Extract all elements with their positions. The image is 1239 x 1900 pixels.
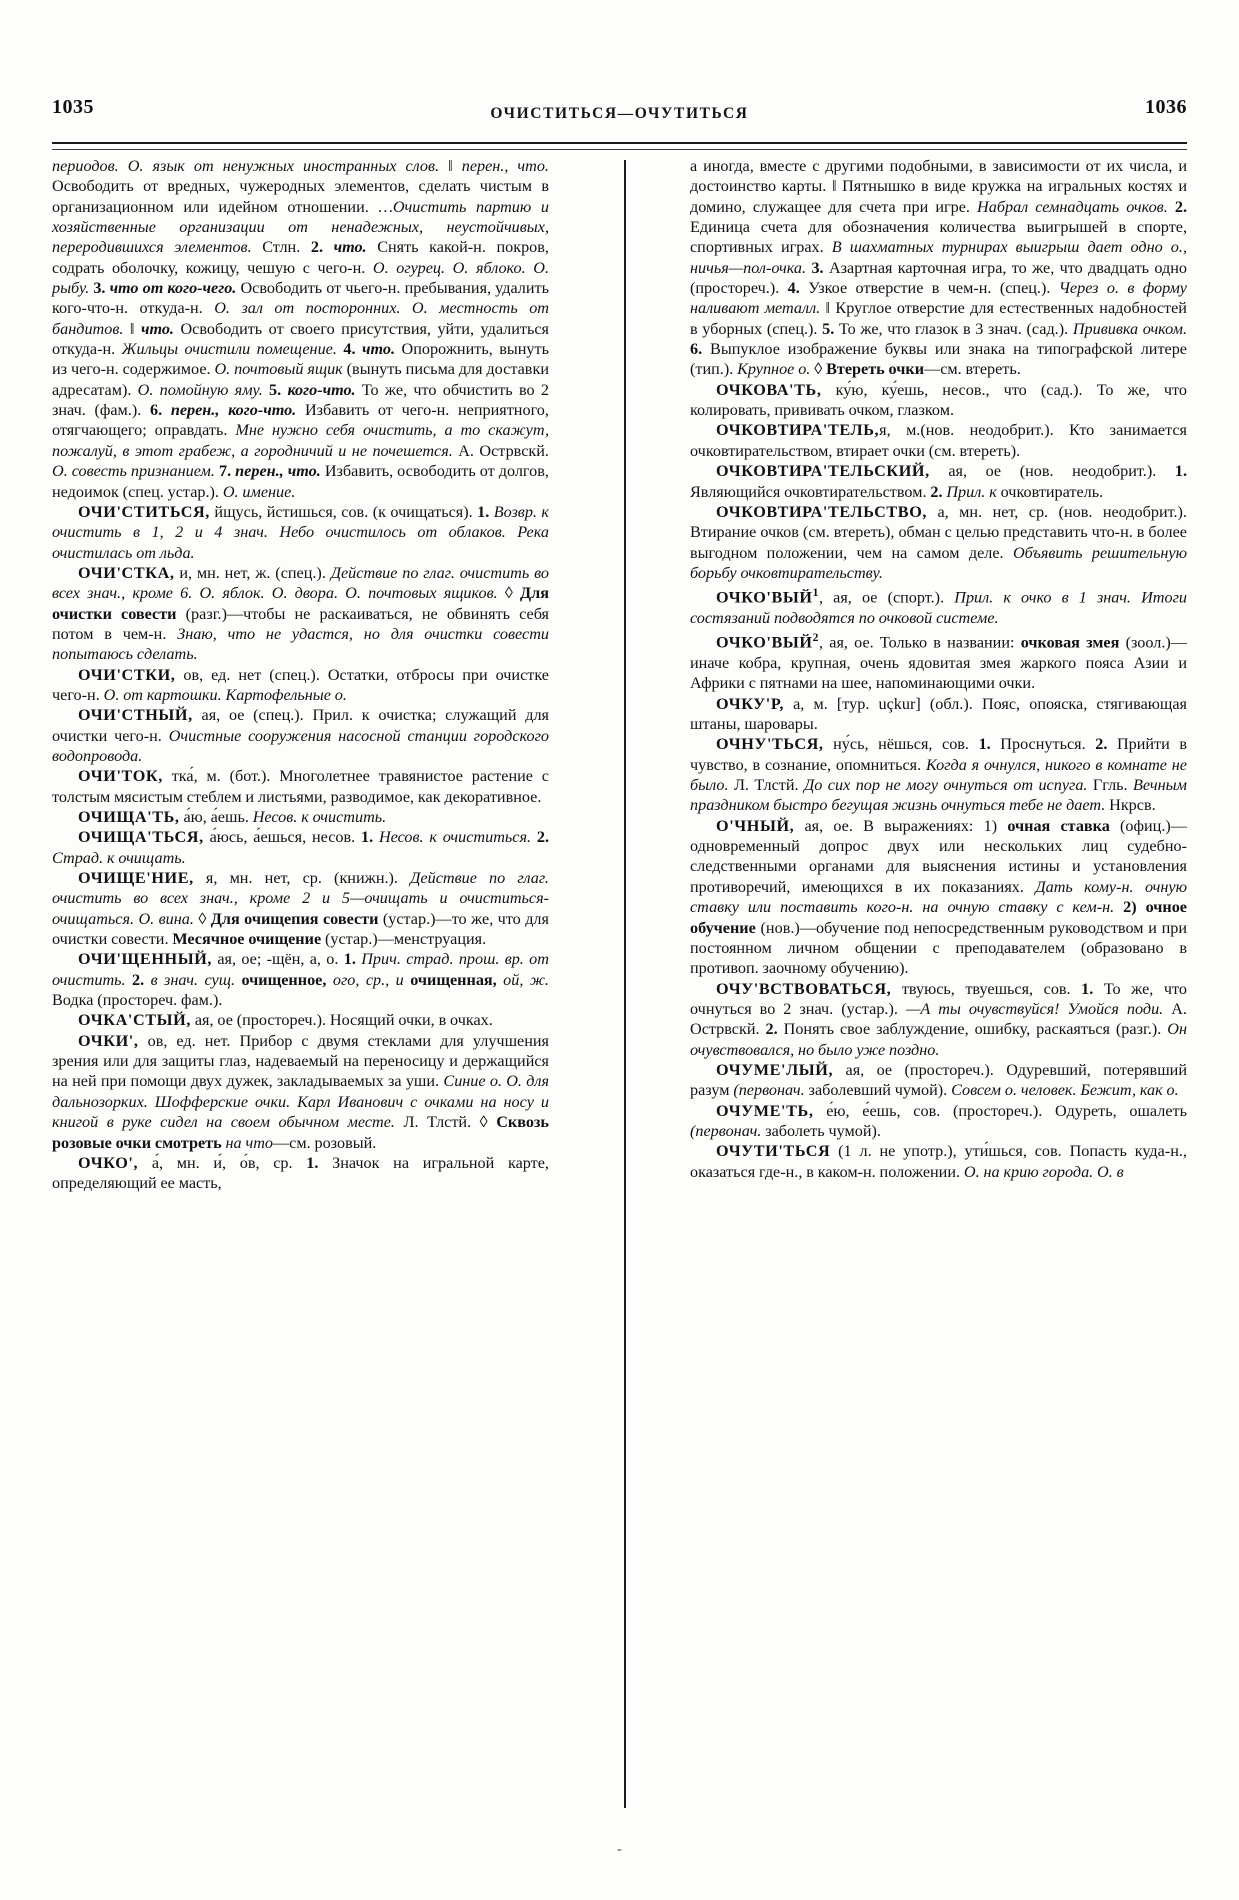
entry-grammar: ая, ое (простореч.).: [194, 1011, 327, 1030]
dictionary-entry: [52, 1031, 549, 1153]
sense-def: Несов. к очиститься.: [378, 828, 532, 847]
idiom-phrase-2: Месячное очищение: [172, 930, 322, 949]
entry-definition: Многолетнее травянистое растение с толстым мясистым стеблем и листьями, разводимое, как декоративное.: [52, 767, 549, 806]
headword: ОЧИ'СТНЫЙ,: [78, 706, 193, 725]
dictionary-entry: [690, 1101, 1187, 1142]
sense-def-5: То же, что глазок в 3 знач. (сад.).: [838, 319, 1069, 338]
cont-text-1: а иногда, вместе с другими подобными, в зависимости от их числа, и достоинство карты.: [690, 157, 1187, 196]
right-column: [690, 156, 1187, 1816]
headword: ОЧИЩА'ТЬ,: [78, 808, 180, 826]
sense-def-3: Азартная карточная игра, то же, что двадцать одно (простореч.).: [690, 258, 1187, 298]
sense-gram-5: кого-что.: [287, 380, 356, 399]
sense-ex-7: О. имение.: [222, 482, 296, 501]
headword: ОЧИ'СТКА,: [78, 563, 175, 582]
sense-number-3: 3.: [93, 279, 106, 298]
sense-number-6: 6.: [690, 340, 703, 359]
entry-example: О. яблок. О. двора. О. почтовых ящиков.: [199, 584, 498, 603]
sense-def-3b: Освободить от своего присутствия, уйти, удалиться откуда-н.: [52, 319, 549, 359]
sense-def-4: Узкое отверстие в чем-н. (спец.).: [808, 279, 1051, 298]
entry-definition: То же, что колировать, прививать очком, глазком.: [690, 380, 1187, 420]
entry-definition: Втирание очков (см. втереть), обман с целью представить что-н. в более выгодном положении, чем на самом деле.: [690, 523, 1187, 562]
sense-number: 2.: [1095, 735, 1108, 754]
dictionary-entry: [52, 563, 549, 665]
dictionary-entry: [690, 628, 1187, 693]
cont-text-2: Пятнышко в виде кружка на игральных костях и домино, служащее для счета при игре.: [690, 177, 1187, 216]
sense-example: Когда я очнулся, никого в комнате не было.: [690, 755, 1187, 795]
sense-number-2: 2.: [1174, 197, 1187, 216]
column-divider: [624, 160, 626, 1808]
dictionary-entry: [690, 694, 1187, 735]
headword: ОЧНУ'ТЬСЯ,: [716, 735, 824, 754]
entry-grammar: е́ю, е́ешь, сов. (простореч.).: [826, 1101, 1043, 1120]
sense-number-7: 7.: [218, 462, 232, 481]
entry-continuation: [52, 156, 549, 502]
sense-gram: в знач. сущ.: [150, 970, 236, 989]
idiom-phrase: Для очистки совести: [52, 584, 549, 623]
sense-example: —А ты очувствуйся! Умойся поди.: [905, 999, 1164, 1018]
cont-example-1: Набрал семнадцать очков.: [977, 197, 1168, 216]
entry-definition-cont: заболеть чумой).: [765, 1121, 881, 1140]
dictionary-entry: [690, 979, 1187, 1060]
term-definition-2: (нов.)—обучение под непосредственным руководством и при постоянном личном общении с преподавателем (образовано в противоп. заочному обучению).: [690, 918, 1187, 978]
cont-text-1: периодов. О. язык от ненужных иностранных слов.: [52, 157, 440, 175]
dictionary-entry: [690, 1141, 1187, 1182]
sense-form-2: очищенная,: [410, 970, 497, 989]
entry-definition: Только в названии:: [879, 633, 1015, 652]
entry-definition: Носящий очки, в очках.: [329, 1011, 493, 1030]
headword: ОЧКИ',: [78, 1031, 139, 1050]
sense-number-4: 4.: [343, 340, 356, 359]
sense-def-2: Водка (простореч. фам.).: [52, 991, 223, 1010]
dictionary-entry: [690, 502, 1187, 583]
entry-definition: Кто занимается очковтирательством, втирает очки (см. втереть).: [690, 421, 1187, 460]
headword: ОЧКОВТИРА'ТЕЛЬСТВО,: [716, 502, 928, 521]
left-column: [52, 156, 549, 1816]
sense-number: 2.: [930, 482, 943, 501]
entry-definition: Прибор с двумя стеклами для улучшения зрения или для защиты глаз, надеваемый на переносицу и держащийся на ней при помощи двух дужек, закладываемых за уши.: [52, 1031, 549, 1091]
term-phrase: очковая змея: [1020, 633, 1120, 652]
term-phrase-2: очное обучение: [690, 898, 1187, 937]
sense-source-2: Ггль.: [1092, 776, 1128, 795]
sense-def-6: Избавить от чего-н. неприятного, отягчающего; оправдать.: [52, 401, 549, 440]
entry-example: Объявить решительную борьбу очковтирательству.: [690, 543, 1187, 582]
cont-def-1: Освободить от вредных, чужеродных элементов, сделать чистым в организационном или идейном отношении.: [52, 177, 549, 216]
entry-grammar: ая, ое.: [804, 816, 853, 835]
entry-example: О. от картошки. Картофельные о.: [103, 685, 347, 704]
sense-gram-6: перен., кого-что.: [170, 401, 297, 420]
entry-example: Совсем о. человек. Бежит, как о.: [951, 1081, 1179, 1100]
sense-def-2: Понять свое заблуждение, ошибку, раскаяться (разг.).: [783, 1020, 1162, 1039]
entry-grammar: а́ю, а́ешь.: [183, 808, 249, 826]
idiom-note: —см. розовый.: [272, 1133, 377, 1152]
sense-def-7: Избавить, освободить от долгов, недоимок (спец. устар.).: [52, 462, 549, 501]
sense-number-3: 3.: [811, 258, 824, 277]
dictionary-entry: [690, 1060, 1187, 1101]
sense-form-gram: ого, ср., и: [332, 970, 404, 989]
entry-grammar: ая, ое (нов. неодобрит.).: [948, 462, 1157, 481]
sense-ex-6: Мне нужно себя очистить, а то скажут, пожалуй, в этот грабеж, а городничий и не почешется.: [52, 421, 549, 460]
sense-ex-4: Через о. в форму наливают металл.: [690, 279, 1187, 318]
dictionary-entry: [690, 420, 1187, 461]
entry-definition: Действие по глаг. очистить во всех знач., кроме 2 и 5—очищать и очиститься-очищаться.: [52, 869, 549, 928]
headword: ОЧИ'ТОК,: [78, 767, 163, 786]
headword: ОЧКУ'Р,: [716, 694, 784, 713]
entry-continuation: [690, 156, 1187, 380]
entry-definition: В выражениях: 1): [863, 816, 998, 835]
entry-definition: Одуревший, потерявший разум: [690, 1060, 1187, 1100]
sense-def-3: Освободить от чьего-н. пребывания, удалить кого-что-н. откуда-н.: [52, 279, 549, 318]
sense-def-4b: Круглое отверстие для естественных надобностей в уборных (спец.).: [690, 299, 1187, 338]
entry-definition-italic: (первонач.: [690, 1121, 762, 1140]
idiom-note-2: (устар.)—менструация.: [325, 930, 487, 949]
homograph-superscript: 2: [812, 631, 820, 645]
entry-grammar: ов, ед. нет (спец.).: [183, 665, 320, 684]
dictionary-entry: [52, 705, 549, 766]
entry-example: Синие о. О. для дальнозорких. Шофферские очки. Карл Иванович с очками на носу и книгой в руке сидел на своем обычном месте.: [52, 1072, 550, 1132]
sense-number: 1.: [1174, 462, 1187, 481]
entry-grammar: ов, ед. нет.: [147, 1031, 231, 1050]
sense-gram-2: что.: [333, 238, 367, 257]
sense-src-6: А. Острвскй.: [458, 441, 549, 460]
entry-grammar: тка́, м. (бот.).: [171, 767, 271, 786]
sense-source: Л. Тлстй.: [733, 776, 799, 795]
idiom-note: —см. втереть.: [924, 360, 1021, 379]
entry-grammar: , ая, ое (спорт.).: [819, 588, 945, 607]
entry-grammar: а́, мн. и́, о́в, ср.: [151, 1153, 293, 1172]
page-header: [52, 96, 1187, 134]
entry-grammar: ая, ое (простореч.).: [845, 1060, 994, 1079]
sense-ex-6: Крупное о.: [737, 360, 811, 379]
headword: ОЧУТИ'ТЬСЯ: [716, 1142, 831, 1161]
entry-definition-2: (зоол.)—иначе кобра, крупная, очень ядовитая змея жаркого пояса Азии и Африки с пятнами на шее, напоминающими очки.: [690, 633, 1187, 693]
sense-ex-3: О. зал от посторонних. О. местность от бандитов.: [52, 299, 549, 338]
dictionary-entry: [52, 827, 549, 868]
sense-number-5: 5.: [269, 380, 282, 399]
sense-ex-2: В шахматных турнирах выигрыш дает одно о., ничья—пол-очка.: [690, 238, 1187, 277]
headword: ОЧИ'СТИТЬСЯ,: [78, 502, 210, 521]
sense-number-4: 4.: [787, 279, 800, 298]
sense-source-3: Нкрсв.: [1109, 796, 1156, 815]
sense-gram-7: перен., что.: [235, 462, 321, 481]
header-rule: [52, 142, 1187, 150]
entry-example: Очистные сооружения насосной станции городского водопровода.: [52, 726, 549, 765]
sense-number: 1.: [306, 1153, 319, 1172]
entry-grammar: (1 л. не употр.), ути́шься, сов.: [838, 1142, 1062, 1161]
idiom-note: (устар.)—то же, что для очистки совести.: [52, 909, 549, 949]
sense-gram-4: что.: [362, 340, 396, 359]
entry-definition-cont: заболевший чумой).: [808, 1081, 948, 1100]
sense-number-2: 2): [1123, 898, 1137, 917]
sense-def: Страд. к очищать.: [52, 848, 186, 867]
headword: ОЧИ'ЩЕННЫЙ,: [78, 950, 213, 969]
sense-ex-3b: Жильцы очистили помещение.: [121, 340, 337, 359]
dictionary-entry: [52, 502, 549, 563]
headword: ОЧУМЕ'ТЬ,: [716, 1101, 814, 1120]
sense-def-6: Выпуклое изображение буквы или знака на типографской литере (тип.).: [690, 340, 1187, 379]
dictionary-entry: [52, 1153, 549, 1194]
entry-grammar: а, мн. нет, ср. (нов. неодобрит.).: [937, 502, 1187, 521]
cont-quote-1: …Очистить партию и хозяйственные организации от ненадежных, неустойчивых, переродившихся элементов.: [52, 197, 549, 257]
column-area: [52, 156, 1187, 1816]
sense-example-3: Вечным праздником быстро бегущая жизнь очнуться тебе не дает.: [690, 776, 1187, 815]
headword: ОЧКОВА'ТЬ,: [716, 380, 822, 399]
running-head: ОЧИСТИТЬСЯ—ОЧУТИТЬСЯ: [490, 105, 749, 122]
dictionary-entry: [52, 868, 549, 949]
idiom-grammar: на что: [225, 1133, 273, 1152]
sense-ex-2: О. огурец. О. яблоко. О. рыбу.: [52, 258, 549, 298]
diamond-icon: ◊: [504, 584, 513, 603]
dictionary-entry: [52, 807, 549, 827]
headword: ОЧИЩА'ТЬСЯ,: [78, 828, 204, 847]
sense-number: 1.: [361, 828, 374, 847]
entry-definition: Одуреть, ошалеть: [1055, 1101, 1187, 1120]
entry-definition: Пояс, опояска, стягивающая штаны, шаровары.: [690, 694, 1187, 734]
entry-definition-italic: (первонач.: [733, 1081, 805, 1100]
sense-ex-6b: О. совесть признанием.: [52, 462, 215, 481]
dictionary-entry: [690, 734, 1187, 815]
sense-number-5: 5.: [822, 319, 835, 338]
sense-def: Прич. страд. прош. вр. от очистить.: [52, 950, 549, 989]
headword: ОЧКОВТИРА'ТЕЛЬСКИЙ,: [716, 462, 930, 481]
sense-def-5: То же, что обчистить во 2 знач. (фам.).: [52, 380, 549, 420]
headword: О'ЧНЫЙ,: [716, 816, 795, 835]
idiom-example: Знаю, что не удастся, но для очистки совести попытаюсь сделать.: [52, 624, 549, 664]
folio-left: 1035: [52, 96, 94, 118]
sense-bar-icon-2: ‖: [825, 299, 831, 318]
sense-def: Проснуться.: [1000, 735, 1086, 754]
sense-number-2: 2.: [765, 1020, 778, 1039]
sense-gram-3: что от кого-чего.: [109, 279, 237, 298]
sense-number: 1.: [477, 502, 490, 521]
sense-number-6: 6.: [149, 401, 163, 420]
sense-paren-4: (вынуть письма для доставки адресатам).: [52, 360, 549, 399]
entry-grammar-2: (сад.).: [1040, 380, 1083, 399]
entry-definition: Остатки, отбросы при очистке чего-н.: [52, 665, 549, 704]
entry-grammar: йщусь, йстишься, сов.: [214, 502, 369, 521]
entry-definition: Прил. к очко в 1 знач.: [954, 588, 1131, 607]
entry-grammar: ну́сь, нёшься, сов.: [833, 735, 969, 754]
headword: ОЧКО'ВЫЙ: [716, 588, 813, 607]
entry-definition: Прил. к очистка; служащий для очистки чего-н.: [52, 706, 549, 745]
dictionary-entry: [52, 949, 549, 1010]
sense-form-gram-2: ой, ж.: [503, 970, 549, 989]
dictionary-entry: [690, 816, 1187, 979]
entry-grammar: твуюсь, твуешься, сов.: [901, 979, 1071, 998]
sense-def-2: Снять какой-н. покров, содрать оболочку, кожицу, чешую с чего-н.: [52, 238, 549, 277]
sense-number: 1.: [1081, 979, 1094, 998]
headword: ОЧКА'СТЫЙ,: [78, 1011, 192, 1030]
idiom-phrase: Сквозь розовые очки смотреть: [52, 1113, 549, 1152]
headword: ОЧУ'ВСТВОВАТЬСЯ,: [716, 979, 892, 998]
term-example: Дать кому-н. очную ставку или поставить кого-н. на очную ставку с кем-н.: [690, 877, 1187, 917]
sense-example: Небо очистилось от облаков. Река очистилась от льда.: [52, 523, 550, 562]
dictionary-entry: [52, 1010, 549, 1030]
headword: ОЧКО',: [78, 1153, 139, 1172]
sense-bar-icon: ‖: [448, 157, 453, 175]
headword: ОЧУМЕ'ЛЫЙ,: [716, 1060, 834, 1079]
sense-example-2: Он очувствовался, но было уже поздно.: [690, 1020, 1187, 1059]
headword: ОЧИ'СТКИ,: [78, 665, 176, 684]
idiom-note: (разг.)—чтобы не раскаиваться, не обвинять себя потом в чем-н.: [52, 604, 549, 643]
entry-example: О. вина.: [138, 909, 194, 928]
sense-ex-5: Прививка очком.: [1072, 319, 1187, 338]
sense-bar-icon-2: ‖: [129, 319, 135, 338]
entry-grammar: а, м. [тур. uçkur] (обл.).: [793, 694, 973, 713]
entry-example: О. на крию города. О. в: [963, 1162, 1124, 1181]
sense-bar-icon: ‖: [831, 177, 837, 196]
sense-def-2: Единица счета для обозначения количества выигрышей в спорте, спортивных играх.: [690, 218, 1187, 257]
sense-example-2: До сих пор не могу очнуться от испуга.: [803, 776, 1088, 795]
sense-ex-4b: О. помойную яму.: [137, 380, 263, 399]
entry-grammar: , ая, ое.: [819, 633, 874, 652]
entry-grammar: а́юсь, а́ешься, несов.: [209, 828, 356, 847]
sense-def: Возвр. к очистить в 1, 2 и 4 знач.: [52, 502, 549, 542]
entry-source: Л. Тлстй.: [403, 1113, 472, 1132]
headword: ОЧИЩЕ'НИЕ,: [78, 869, 194, 888]
dictionary-entry: [690, 583, 1187, 628]
sense-ex-4: О. почтовый ящик: [214, 360, 343, 379]
sense-def: очковтиратель.: [1000, 482, 1104, 501]
entry-grammar: я, м.(нов. неодобрит.).: [879, 421, 1054, 440]
diamond-icon: ◊: [479, 1113, 488, 1132]
dictionary-entry: [690, 461, 1187, 502]
cont-source-1: Стлн.: [262, 238, 301, 257]
dictionary-entry: [52, 766, 549, 807]
headword: ОЧКО'ВЫЙ: [716, 633, 813, 652]
sense-gram: Прил. к: [946, 482, 997, 501]
entry-definition: Действие по глаг. очистить во всех знач., кроме 6.: [52, 563, 549, 603]
sense-def: Значок на игральной карте, определяющий ее масть,: [52, 1153, 549, 1193]
entry-grammar: я, мн. нет, ср. (книжн.).: [205, 869, 398, 888]
sense-def: Являющийся очковтирательством.: [690, 482, 927, 501]
entry-grammar: ку́ю, ку́ешь, несов., что: [835, 380, 1027, 399]
entry-definition: Несов. к очистить.: [252, 808, 387, 826]
dictionary-entry: [690, 380, 1187, 421]
entry-grammar-2: (к очищаться).: [372, 502, 473, 521]
entry-example: Итоги состязаний подводятся по очковой системе.: [690, 588, 1187, 627]
cont-gram-1: перен., что.: [461, 157, 549, 175]
diamond-icon: ◊: [198, 909, 207, 928]
sense-number: 2.: [536, 828, 549, 847]
headword: ОЧКОВТИРА'ТЕЛЬ,: [716, 421, 880, 440]
sense-number: 1.: [978, 735, 991, 754]
sense-def: Прийти в чувство, в сознание, опомниться.: [690, 735, 1187, 774]
sense-number-2: 2.: [310, 238, 323, 257]
idiom-phrase: Втереть очки: [826, 360, 925, 379]
homograph-superscript: 1: [812, 586, 820, 600]
dictionary-entry: [52, 665, 549, 706]
idiom-phrase: Для очищепия совести: [210, 909, 379, 928]
sense-def: То же, что очнуться во 2 знач. (устар.).: [690, 979, 1187, 1018]
sense-gram-3b: что.: [140, 319, 174, 338]
page-footer-mark: -: [617, 1842, 622, 1857]
entry-definition: Попасть куда-н., оказаться где-н., в каком-н. положении.: [690, 1142, 1187, 1181]
entry-grammar: ая, ое (спец.).: [201, 706, 304, 725]
sense-form: очищенное,: [241, 970, 327, 989]
sense-number: 2.: [132, 970, 145, 989]
folio-right: 1036: [1145, 96, 1187, 118]
entry-grammar: ая, ое; -щён, а, о.: [217, 950, 339, 969]
term-phrase: очная ставка: [1007, 816, 1110, 835]
sense-source: А. Острвскй.: [690, 999, 1187, 1039]
sense-def-4: Опорожнить, вынуть из чего-н. содержимое.: [52, 340, 549, 379]
diamond-icon: ◊: [814, 360, 823, 379]
sense-number: 1.: [343, 950, 356, 969]
entry-grammar: и, мн. нет, ж. (спец.).: [179, 563, 326, 582]
term-definition: (офиц.)—одновременный допрос двух или нескольких лиц судебно-следственными органами для выяснения истины и установления противоречий, имеющихся в их показаниях.: [690, 816, 1187, 896]
